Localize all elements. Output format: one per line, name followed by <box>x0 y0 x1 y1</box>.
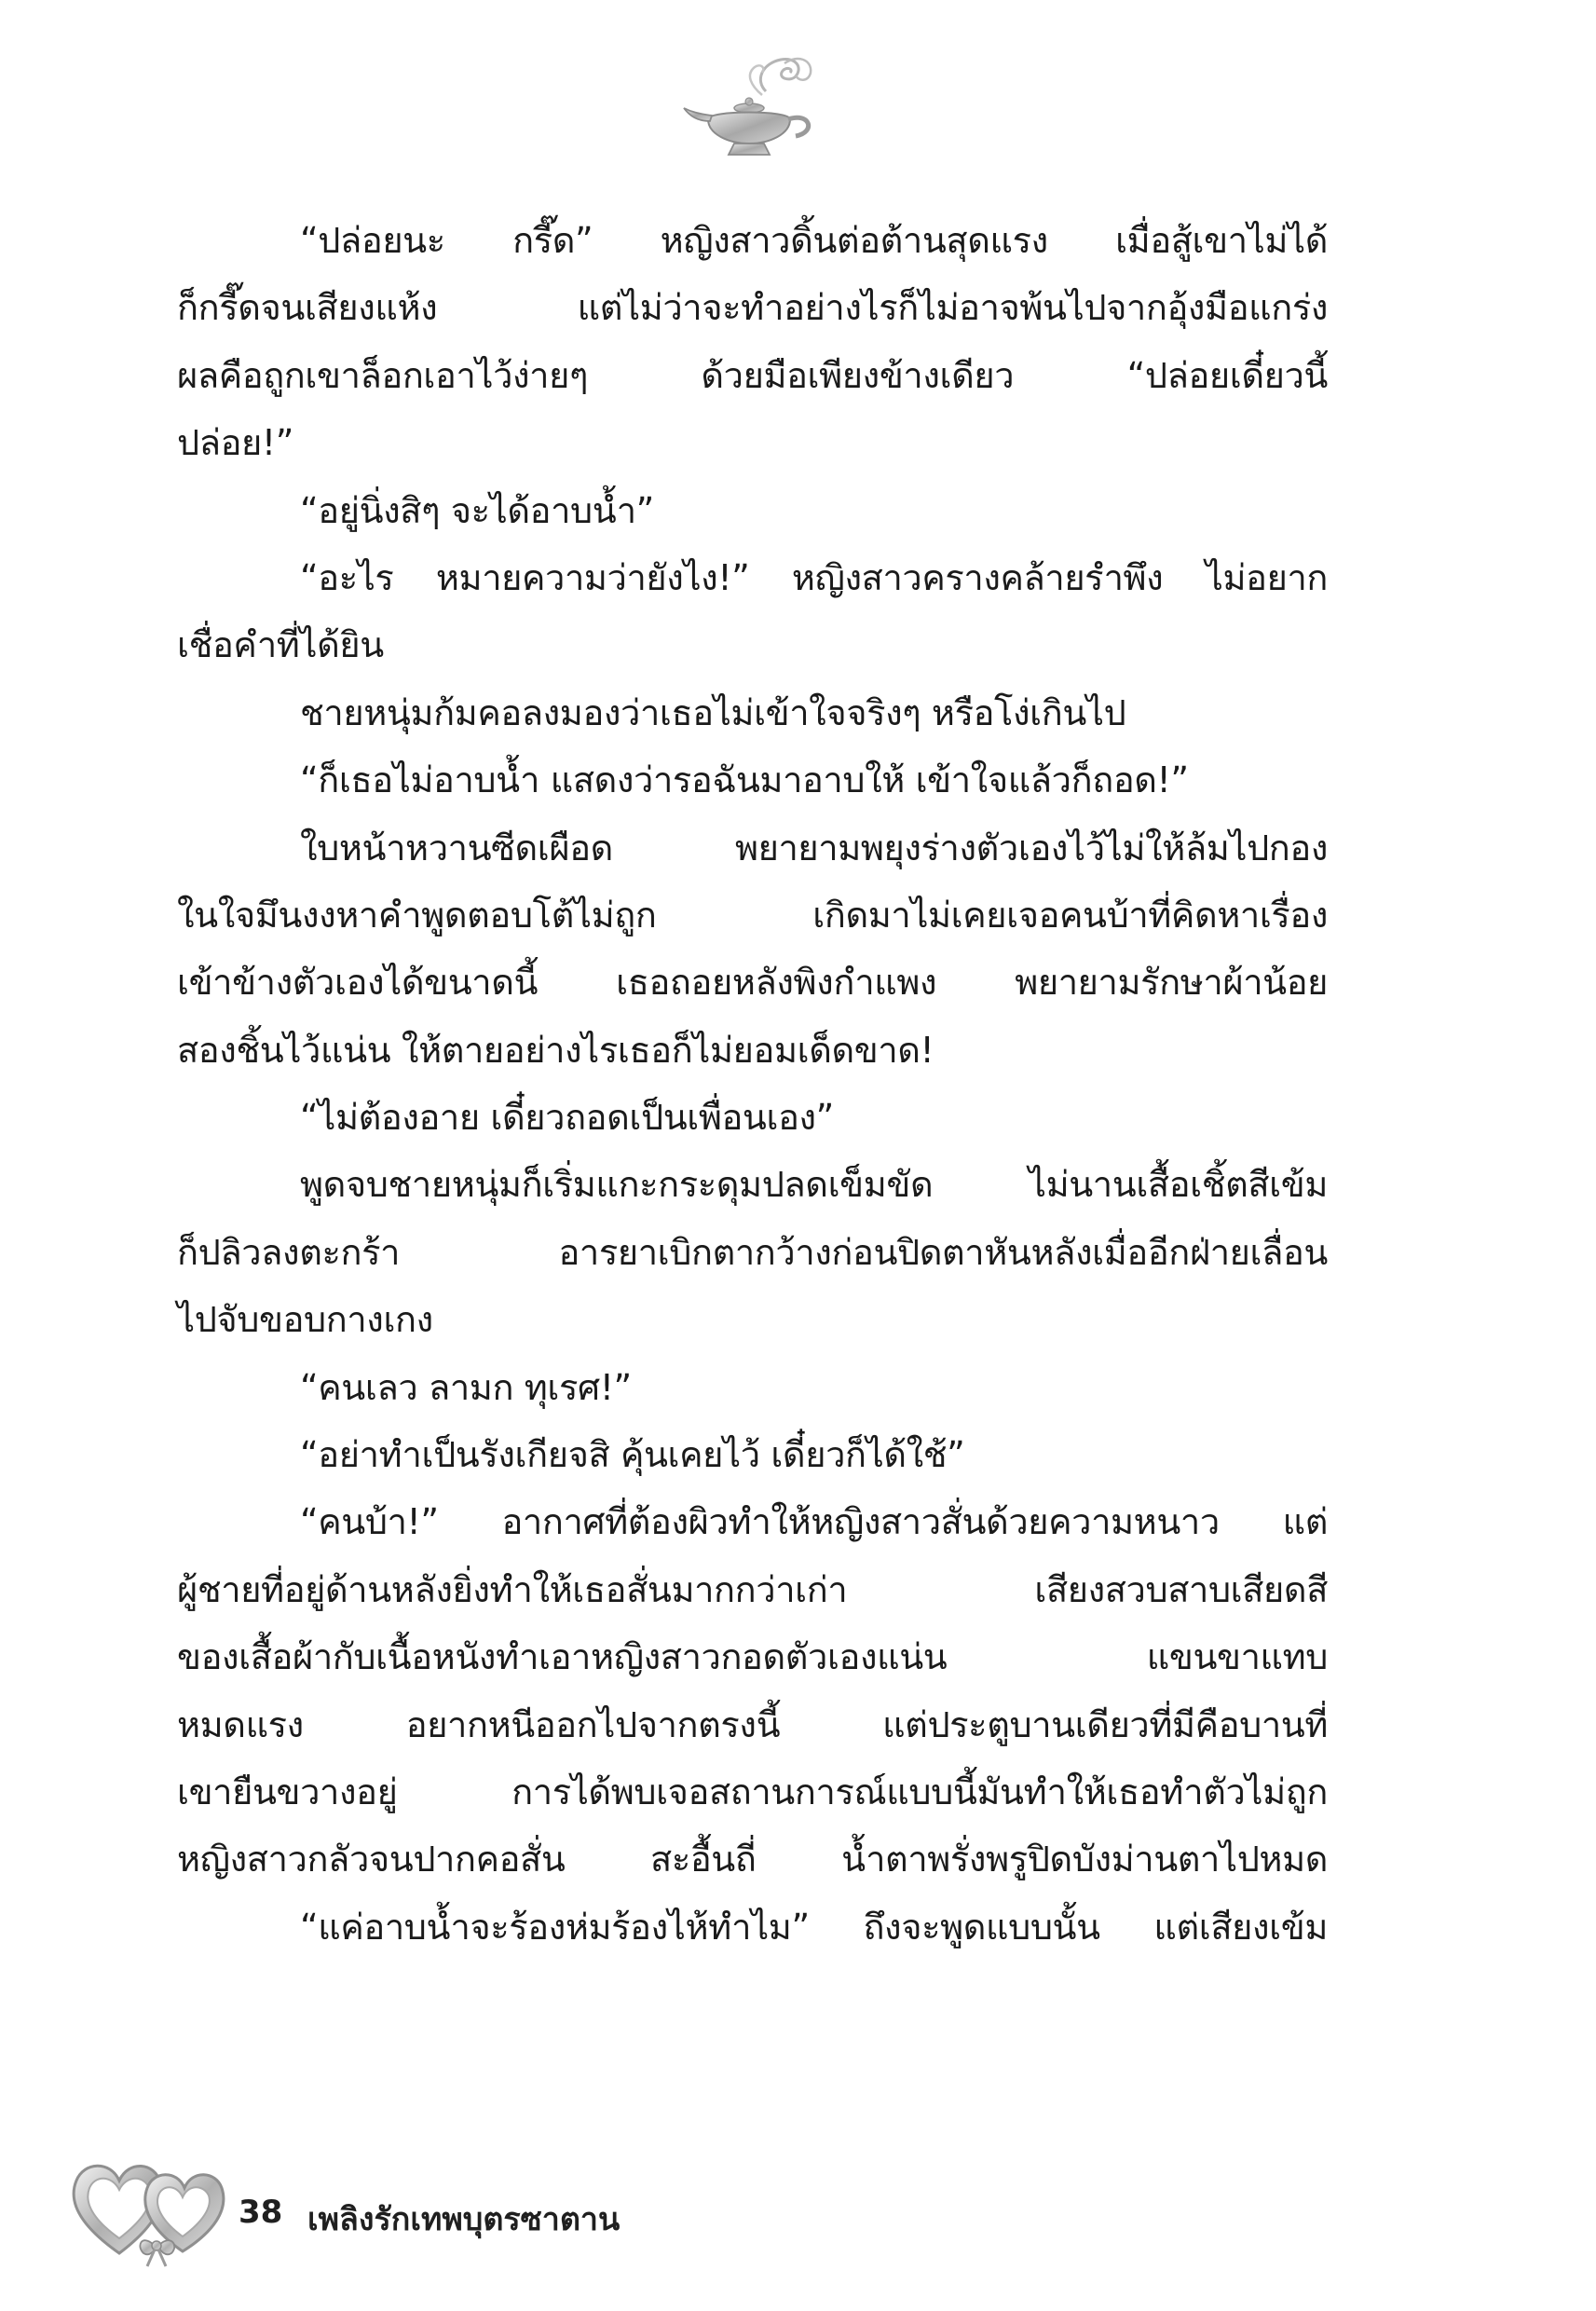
text-line: “อย่าทำเป็นรังเกียจสิ คุ้นเคยไว้ เดี๋ยวก็ได้ใช้” <box>300 1434 965 1476</box>
page-footer <box>0 2134 1596 2264</box>
text-line: สองชิ้นไว้แน่น ให้ตายอย่างไรเธอก็ไม่ยอมเด็ดขาด! <box>177 1029 934 1071</box>
text-line: “คนบ้า!” อากาศที่ต้องผิวทำให้หญิงสาวสั่นด้วยความหนาว แต่ <box>300 1501 1328 1543</box>
text-line: เข้าข้างตัวเองได้ขนาดนี้ เธอถอยหลังพิงกำแพง พยายามรักษาผ้าน้อย <box>177 962 1328 1004</box>
text-line: “ปล่อยนะ กรี๊ด” หญิงสาวดิ้นต่อต้านสุดแรง เมื่อสู้เขาไม่ได้ <box>300 220 1328 261</box>
text-line: “แค่อาบน้ำจะร้องห่มร้องไห้ทำไม” ถึงจะพูดแบบนั้น แต่เสียงเข้ม <box>300 1906 1328 1948</box>
text-line: ของเสื้อผ้ากับเนื้อหนังทำเอาหญิงสาวกอดตัวเองแน่น แขนขาแทบ <box>177 1636 1328 1678</box>
text-line: ผลคือถูกเขาล็อกเอาไว้ง่ายๆ ด้วยมือเพียงข้างเดียว “ปล่อยเดี๋ยวนี้ <box>177 354 1328 396</box>
text-line: ชายหนุ่มก้มคอลงมองว่าเธอไม่เข้าใจจริงๆ หรือโง่เกินไป <box>300 691 1126 733</box>
text-line: ผู้ชายที่อยู่ด้านหลังยิ่งทำให้เธอสั่นมากกว่าเก่า เสียงสวบสาบเสียดสี <box>177 1568 1328 1610</box>
text-line: ใบหน้าหวานซีดเผือด พยายามพยุงร่างตัวเองไว้ไม่ให้ล้มไปกอง <box>300 827 1328 868</box>
text-line: ปล่อย!” <box>177 422 294 464</box>
text-line: พูดจบชายหนุ่มก็เริ่มแกะกระดุมปลดเข็มขัด ไม่นานเสื้อเชิ้ตสีเข้ม <box>300 1164 1328 1206</box>
text-line: เขายืนขวางอยู่ การได้พบเจอสถานการณ์แบบนี้มันทำให้เธอทำตัวไม่ถูก <box>177 1771 1328 1812</box>
hearts-ribbon-icon <box>63 2134 250 2269</box>
text-line: “ก็เธอไม่อาบน้ำ แสดงว่ารอฉันมาอาบให้ เข้าใจแล้วก็ถอด!” <box>300 759 1189 801</box>
body-text <box>177 207 1328 1961</box>
text-line: หญิงสาวกลัวจนปากคอสั่น สะอื้นถี่ น้ำตาพรั่งพรูปิดบังม่านตาไปหมด <box>177 1839 1328 1880</box>
text-line: เชื่อคำที่ได้ยิน <box>177 624 384 666</box>
text-line: ก็กรี๊ดจนเสียงแห้ง แต่ไม่ว่าจะทำอย่างไรก็ไม่อาจพ้นไปจากอุ้งมือแกร่ง <box>177 287 1328 329</box>
text-line: ไปจับขอบกางเกง <box>177 1299 433 1341</box>
text-line: ก็ปลิวลงตะกร้า อารยาเบิกตากว้างก่อนปิดตาหันหลังเมื่ออีกฝ่ายเลื่อน <box>177 1231 1328 1273</box>
text-line: ในใจมึนงงหาคำพูดตอบโต้ไม่ถูก เกิดมาไม่เคยเจอคนบ้าที่คิดหาเรื่อง <box>177 894 1328 936</box>
text-line: “ไม่ต้องอาย เดี๋ยวถอดเป็นเพื่อนเอง” <box>300 1097 834 1139</box>
text-line: “อยู่นิ่งสิๆ จะได้อาบน้ำ” <box>300 489 654 531</box>
page-number: 38 <box>239 2194 283 2231</box>
text-line: “คนเลว ลามก ทุเรศ!” <box>300 1366 632 1408</box>
text-line: หมดแรง อยากหนีออกไปจากตรงนี้ แต่ประตูบานเดียวที่มีคือบานที่ <box>177 1703 1328 1745</box>
text-line: “อะไร หมายความว่ายังไง!” หญิงสาวครางคล้ายรำพึง ไม่อยาก <box>300 556 1328 598</box>
book-title: เพลิงรักเทพบุตรซาตาน <box>307 2201 621 2238</box>
magic-lamp-icon <box>680 54 820 164</box>
